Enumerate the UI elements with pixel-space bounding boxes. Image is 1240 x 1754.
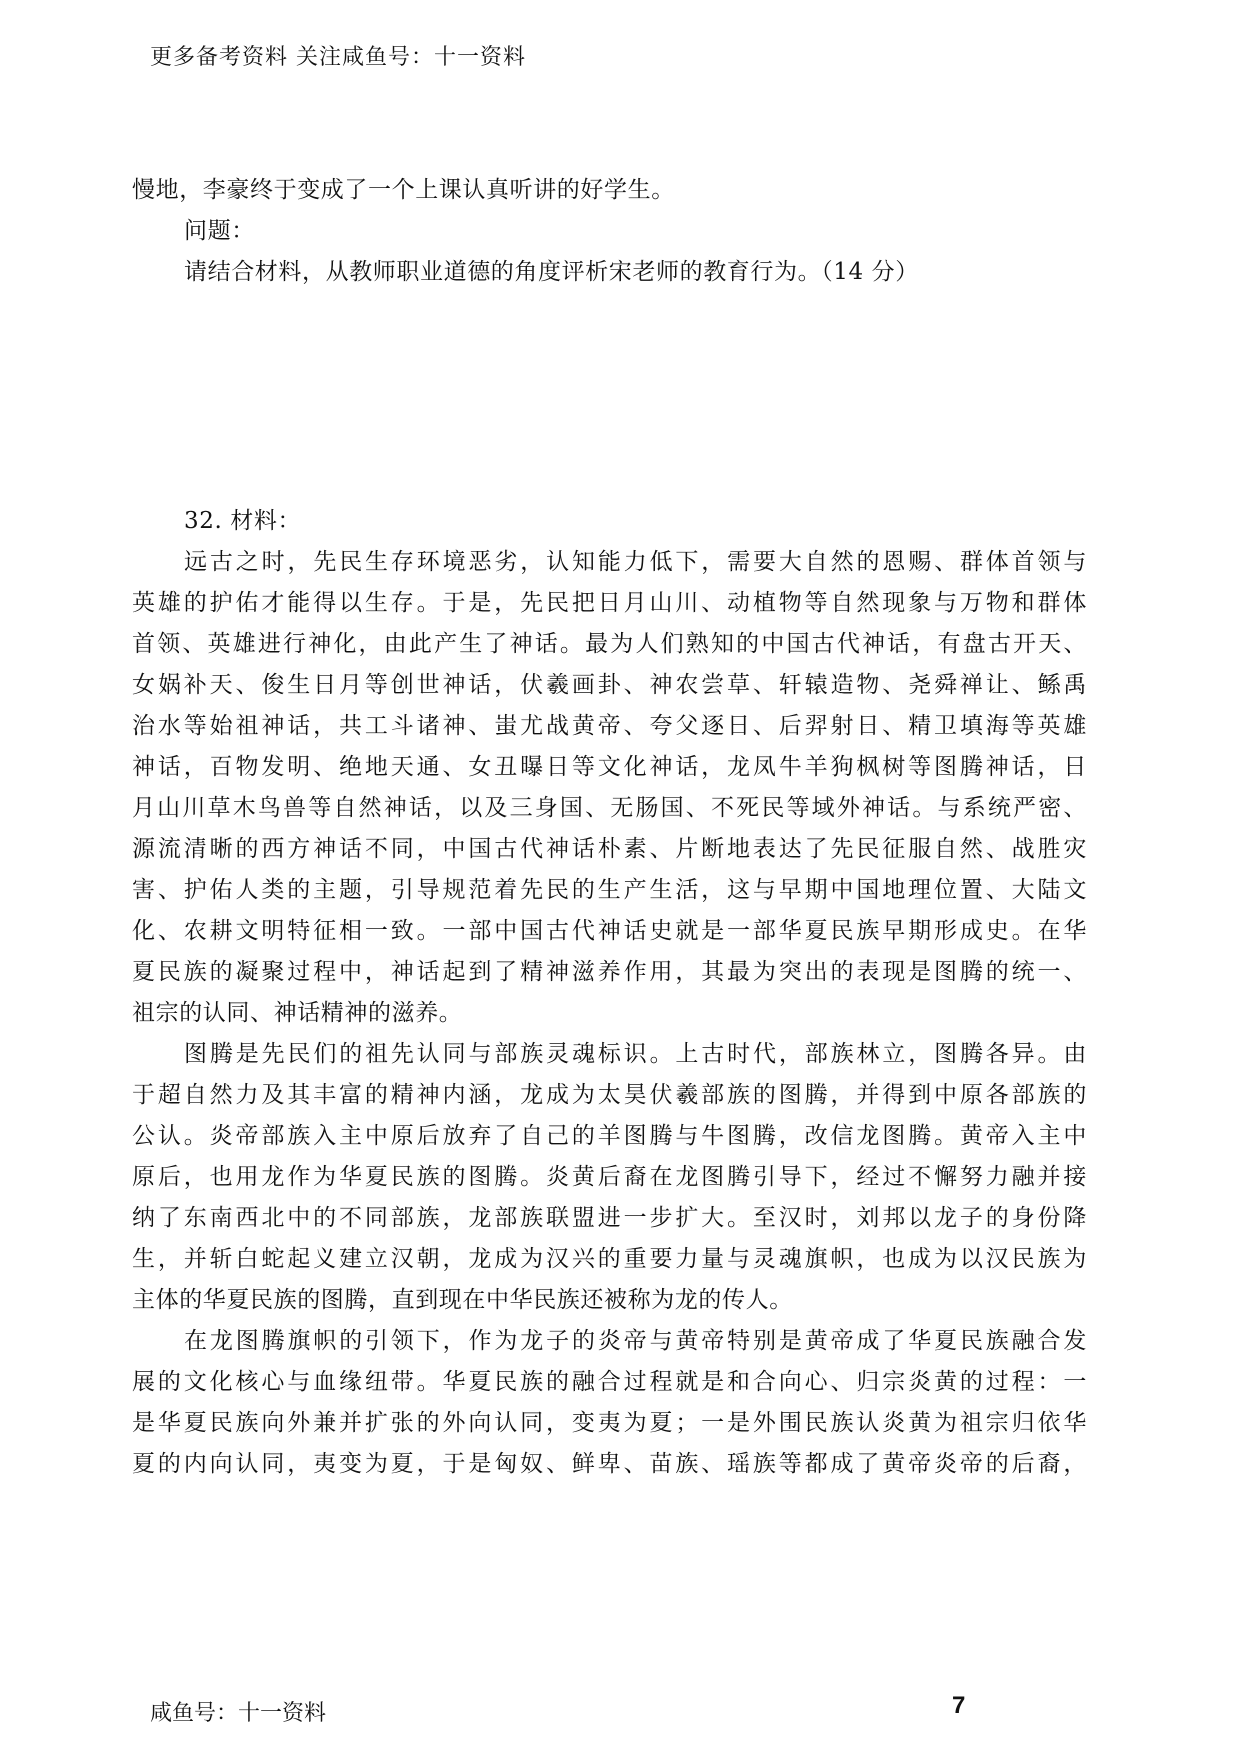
- text-line: 公认。炎帝部族入主中原后放弃了自己的羊图腾与牛图腾，改信龙图腾。黄帝入主中: [132, 1123, 1087, 1149]
- text-line: 治水等始祖神话，共工斗诸神、蚩尤战黄帝、夸父逐日、后羿射日、精卫填海等英雄: [132, 713, 1087, 739]
- text-line: 是华夏民族向外兼并扩张的外向认同，变夷为夏；一是外围民族认炎黄为祖宗归依华: [132, 1410, 1087, 1436]
- text-line: 首领、英雄进行神化，由此产生了神话。最为人们熟知的中国古代神话，有盘古开天、: [132, 631, 1087, 657]
- paragraph-3: [132, 1321, 1087, 1485]
- text-line: 图腾是先民们的祖先认同与部族灵魂标识。上古时代，部族林立，图腾各异。由: [184, 1041, 1087, 1067]
- paragraph-1: [132, 542, 1087, 1034]
- text-line: 夏民族的凝聚过程中，神话起到了精神滋养作用，其最为突出的表现是图腾的统一、: [132, 959, 1087, 985]
- text-line: 害、护佑人类的主题，引导规范着先民的生产生活，这与早期中国地理位置、大陆文: [132, 877, 1087, 903]
- text-line: 月山川草木鸟兽等自然神话，以及三身国、无肠国、不死民等域外神话。与系统严密、: [132, 795, 1087, 821]
- text-line: 纳了东南西北中的不同部族，龙部族联盟进一步扩大。至汉时，刘邦以龙子的身份降: [132, 1205, 1087, 1231]
- text-line: 女娲补天、俊生日月等创世神话，伏羲画卦、神农尝草、轩辕造物、尧舜禅让、鲧禹: [132, 672, 1087, 698]
- page-number: 7: [952, 1692, 966, 1719]
- text-line: 展的文化核心与血缘纽带。华夏民族的融合过程就是和合向心、归宗炎黄的过程：一: [132, 1369, 1087, 1395]
- question-31-tail: [132, 170, 1087, 293]
- text-line: 生，并斩白蛇起义建立汉朝，龙成为汉兴的重要力量与灵魂旗帜，也成为以汉民族为: [132, 1246, 1087, 1272]
- text-line: 化、农耕文明特征相一致。一部中国古代神话史就是一部华夏民族早期形成史。在华: [132, 918, 1087, 944]
- answer-space: [132, 293, 1087, 501]
- question-label: 问题：: [184, 218, 255, 244]
- text-line: 远古之时，先民生存环境恶劣，认知能力低下，需要大自然的恩赐、群体首领与: [184, 549, 1087, 575]
- text-line: 源流清晰的西方神话不同，中国古代神话朴素、片断地表达了先民征服自然、战胜灾: [132, 836, 1087, 862]
- question-prompt: 请结合材料，从教师职业道德的角度评析宋老师的教育行为。（14 分）: [184, 259, 919, 285]
- question-number-label: 32. 材料：: [184, 508, 302, 534]
- text-line: 祖宗的认同、神话精神的滋养。: [132, 1000, 463, 1026]
- page-header-note: 更多备考资料 关注咸鱼号：十一资料: [150, 45, 526, 70]
- page-footer-note: 咸鱼号：十一资料: [150, 1701, 327, 1726]
- paragraph-2: [132, 1034, 1087, 1321]
- text-line: 原后，也用龙作为华夏民族的图腾。炎黄后裔在龙图腾引导下，经过不懈努力融并接: [132, 1164, 1087, 1190]
- text-line: 神话，百物发明、绝地天通、女丑曝日等文化神话，龙凤牛羊狗枫树等图腾神话，日: [132, 754, 1087, 780]
- text-line: 于超自然力及其丰富的精神内涵，龙成为太昊伏羲部族的图腾，并得到中原各部族的: [132, 1082, 1087, 1108]
- text-line: 在龙图腾旗帜的引领下，作为龙子的炎帝与黄帝特别是黄帝成了华夏民族融合发: [184, 1328, 1087, 1354]
- text-line: 慢地，李豪终于变成了一个上课认真听讲的好学生。: [132, 177, 675, 203]
- question-32: [132, 501, 1087, 1485]
- text-line: 主体的华夏民族的图腾，直到现在中华民族还被称为龙的传人。: [132, 1287, 793, 1313]
- text-line: 英雄的护佑才能得以生存。于是，先民把日月山川、动植物等自然现象与万物和群体: [132, 590, 1087, 616]
- document-body: [132, 170, 1087, 1485]
- text-line: 夏的内向认同，夷变为夏，于是匈奴、鲜卑、苗族、瑶族等都成了黄帝炎帝的后裔，: [132, 1451, 1087, 1477]
